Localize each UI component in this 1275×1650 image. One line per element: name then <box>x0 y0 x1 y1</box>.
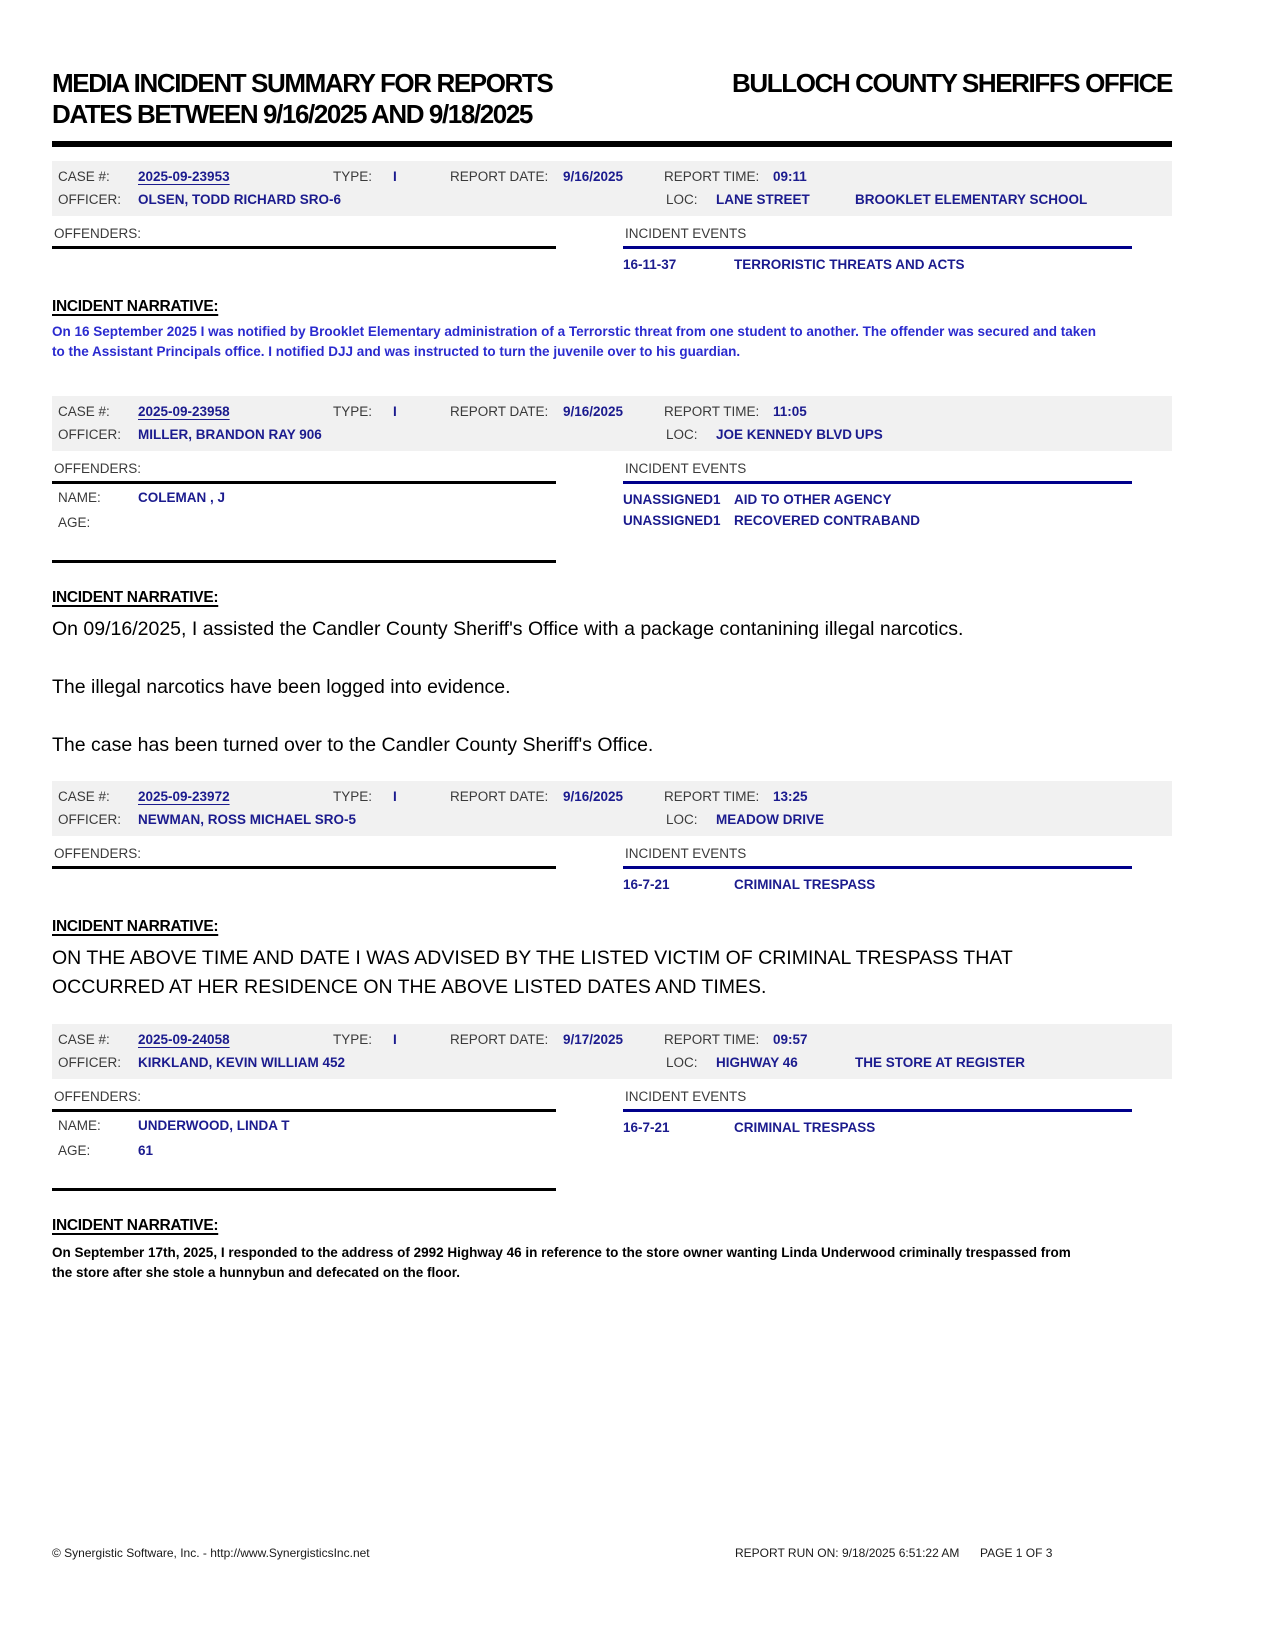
event-code: 16-7-21 <box>623 877 670 892</box>
offender-name-row <box>52 487 556 509</box>
narrative-heading: INCIDENT NARRATIVE: <box>52 589 219 606</box>
offenders-label: OFFENDERS: <box>52 1087 556 1112</box>
loc-name: UPS <box>855 427 883 442</box>
event-row <box>623 513 1132 528</box>
incident-header-row-2 <box>52 188 1172 211</box>
report-time-value: 09:57 <box>773 1032 808 1047</box>
offender-name-label: NAME: <box>58 1118 101 1133</box>
incident-section-3 <box>52 781 1172 1002</box>
incident-header-row-1 <box>52 400 1172 423</box>
event-code: 16-11-37 <box>623 257 677 272</box>
offender-age-row <box>52 1140 556 1162</box>
event-desc: CRIMINAL TRESPASS <box>734 877 876 892</box>
case-number-link[interactable]: 2025-09-23953 <box>138 169 230 184</box>
narrative-paragraph: The illegal narcotics have been logged into evidence. <box>52 676 511 698</box>
narrative-text: On 16 September 2025 I was notified by Brooklet Elementary administration of a Terrorstic threat from one student to another. The offender was secured and taken to the Assistant Principals office. I notified DJJ and was instructed to turn the juvenile over to his guardian. <box>52 324 1096 359</box>
report-time-label: REPORT TIME: <box>664 789 760 804</box>
narrative-paragraph: On 09/16/2025, I assisted the Candler County Sheriff's Office with a package contanining illegal narcotics. <box>52 618 964 640</box>
offenders-label: OFFENDERS: <box>52 224 556 249</box>
header-divider-rule <box>52 141 1172 147</box>
incident-events-label: INCIDENT EVENTS <box>623 224 1132 249</box>
incident-header-row-1 <box>52 1028 1172 1051</box>
event-desc: TERRORISTIC THREATS AND ACTS <box>734 257 965 272</box>
report-run-value: 9/18/2025 6:51:22 AM <box>842 1546 960 1560</box>
offenders-label: OFFENDERS: <box>52 844 556 869</box>
report-date-label: REPORT DATE: <box>450 404 549 419</box>
narrative-paragraph: ON THE ABOVE TIME AND DATE I WAS ADVISED BY THE LISTED VICTIM OF CRIMINAL TRESPASS THAT OCCURRED AT HER RESIDENCE ON THE ABOVE LISTED DATES AND TIMES. <box>52 947 1013 998</box>
offenders-bottom-rule <box>52 1188 556 1191</box>
report-date-label: REPORT DATE: <box>450 1032 549 1047</box>
incident-events-column <box>623 1087 1132 1135</box>
loc-label: LOC: <box>666 1055 698 1070</box>
report-run-label: REPORT RUN ON: <box>735 1546 839 1560</box>
offenders-events-columns <box>52 1087 1172 1191</box>
incident-section-4 <box>52 1024 1172 1283</box>
case-label: CASE #: <box>58 789 110 804</box>
report-date-label: REPORT DATE: <box>450 169 549 184</box>
incident-events-column <box>623 459 1132 528</box>
event-row <box>623 492 1132 507</box>
report-title: MEDIA INCIDENT SUMMARY FOR REPORTS DATES BETWEEN 9/16/2025 AND 9/18/2025 <box>52 68 553 129</box>
type-label: TYPE: <box>333 404 373 419</box>
officer-name: NEWMAN, ROSS MICHAEL SRO-5 <box>138 812 357 827</box>
incident-events-label: INCIDENT EVENTS <box>623 844 1132 869</box>
offender-name-value: COLEMAN , J <box>138 490 226 505</box>
offenders-label: OFFENDERS: <box>52 459 556 484</box>
loc-name: THE STORE AT REGISTER <box>855 1055 1026 1070</box>
report-date-label: REPORT DATE: <box>450 789 549 804</box>
report-time-label: REPORT TIME: <box>664 404 760 419</box>
offenders-events-columns <box>52 224 1172 272</box>
copyright-text: © Synergistic Software, Inc. - http://www.SynergisticsInc.net <box>52 1546 370 1560</box>
loc-street: JOE KENNEDY BLVD <box>716 427 853 442</box>
page-footer <box>52 1546 1172 1566</box>
report-time-value: 13:25 <box>773 789 808 804</box>
offenders-column <box>52 224 556 249</box>
loc-label: LOC: <box>666 427 698 442</box>
case-label: CASE #: <box>58 169 110 184</box>
officer-label: OFFICER: <box>58 812 121 827</box>
loc-street: LANE STREET <box>716 192 810 207</box>
event-desc: CRIMINAL TRESPASS <box>734 1120 876 1135</box>
incident-events-label: INCIDENT EVENTS <box>623 1087 1132 1112</box>
offender-name-value: UNDERWOOD, LINDA T <box>138 1118 290 1133</box>
offenders-column <box>52 459 556 563</box>
incident-section-2 <box>52 396 1172 760</box>
report-header <box>52 68 1172 130</box>
incident-header <box>52 1024 1172 1079</box>
incident-events-column <box>623 224 1132 272</box>
event-code: UNASSIGNED1 <box>623 513 721 528</box>
case-number-link[interactable]: 2025-09-23972 <box>138 789 230 804</box>
offender-name-label: NAME: <box>58 490 101 505</box>
incident-events-column <box>623 844 1132 892</box>
officer-label: OFFICER: <box>58 427 121 442</box>
narrative-heading: INCIDENT NARRATIVE: <box>52 298 219 315</box>
type-value: I <box>393 404 397 419</box>
narrative-text <box>52 944 1172 1002</box>
type-value: I <box>393 1032 397 1047</box>
report-date-value: 9/17/2025 <box>563 1032 624 1047</box>
offender-age-label: AGE: <box>58 1143 91 1158</box>
type-label: TYPE: <box>333 169 373 184</box>
incident-header <box>52 396 1172 451</box>
type-value: I <box>393 789 397 804</box>
event-row <box>623 1120 1132 1135</box>
incident-header-row-1 <box>52 165 1172 188</box>
incident-header <box>52 781 1172 836</box>
incident-header <box>52 161 1172 216</box>
case-label: CASE #: <box>58 404 110 419</box>
incident-section-1 <box>52 161 1172 362</box>
case-label: CASE #: <box>58 1032 110 1047</box>
agency-title: BULLOCH COUNTY SHERIFFS OFFICE <box>732 68 1172 98</box>
page-number: PAGE 1 OF 3 <box>980 1546 1053 1560</box>
offender-age-row <box>52 512 556 534</box>
report-time-label: REPORT TIME: <box>664 1032 760 1047</box>
report-date-value: 9/16/2025 <box>563 169 624 184</box>
incident-header-row-2 <box>52 1051 1172 1074</box>
event-code: 16-7-21 <box>623 1120 670 1135</box>
type-label: TYPE: <box>333 1032 373 1047</box>
report-time-value: 09:11 <box>773 169 807 184</box>
incident-header-row-2 <box>52 808 1172 831</box>
offender-name-row <box>52 1115 556 1137</box>
loc-name: BROOKLET ELEMENTARY SCHOOL <box>855 192 1088 207</box>
incident-events-label: INCIDENT EVENTS <box>623 459 1132 484</box>
event-row <box>623 877 1132 892</box>
offender-age-label: AGE: <box>58 515 91 530</box>
narrative-text: On September 17th, 2025, I responded to the address of 2992 Highway 46 in reference to the store owner wanting Linda Underwood criminally trespassed from the store after she stole a hunnybun and defecated on the floor. <box>52 1245 1071 1280</box>
offender-age-value: 61 <box>138 1143 154 1158</box>
officer-name: MILLER, BRANDON RAY 906 <box>138 427 322 442</box>
type-value: I <box>393 169 397 184</box>
loc-street: HIGHWAY 46 <box>716 1055 798 1070</box>
narrative-heading: INCIDENT NARRATIVE: <box>52 918 219 935</box>
officer-name: OLSEN, TODD RICHARD SRO-6 <box>138 192 342 207</box>
offenders-events-columns <box>52 844 1172 892</box>
loc-street: MEADOW DRIVE <box>716 812 824 827</box>
report-date-value: 9/16/2025 <box>563 789 624 804</box>
event-desc: RECOVERED CONTRABAND <box>734 513 921 528</box>
case-number-link[interactable]: 2025-09-23958 <box>138 404 230 419</box>
event-row <box>623 257 1132 272</box>
report-content <box>52 68 1172 1283</box>
type-label: TYPE: <box>333 789 373 804</box>
report-date-value: 9/16/2025 <box>563 404 624 419</box>
incident-header-row-2 <box>52 423 1172 446</box>
narrative-heading: INCIDENT NARRATIVE: <box>52 1217 219 1234</box>
offenders-column <box>52 1087 556 1191</box>
narrative-paragraph: The case has been turned over to the Candler County Sheriff's Office. <box>52 734 654 756</box>
narrative-text <box>52 615 1172 760</box>
loc-label: LOC: <box>666 192 698 207</box>
incident-header-row-1 <box>52 785 1172 808</box>
report-time-value: 11:05 <box>773 404 807 419</box>
offenders-bottom-rule <box>52 560 556 563</box>
case-number-link[interactable]: 2025-09-24058 <box>138 1032 230 1047</box>
report-time-label: REPORT TIME: <box>664 169 760 184</box>
offenders-events-columns <box>52 459 1172 563</box>
event-desc: AID TO OTHER AGENCY <box>734 492 892 507</box>
officer-label: OFFICER: <box>58 192 121 207</box>
loc-label: LOC: <box>666 812 698 827</box>
officer-name: KIRKLAND, KEVIN WILLIAM 452 <box>138 1055 346 1070</box>
event-code: UNASSIGNED1 <box>623 492 721 507</box>
offenders-column <box>52 844 556 869</box>
officer-label: OFFICER: <box>58 1055 121 1070</box>
